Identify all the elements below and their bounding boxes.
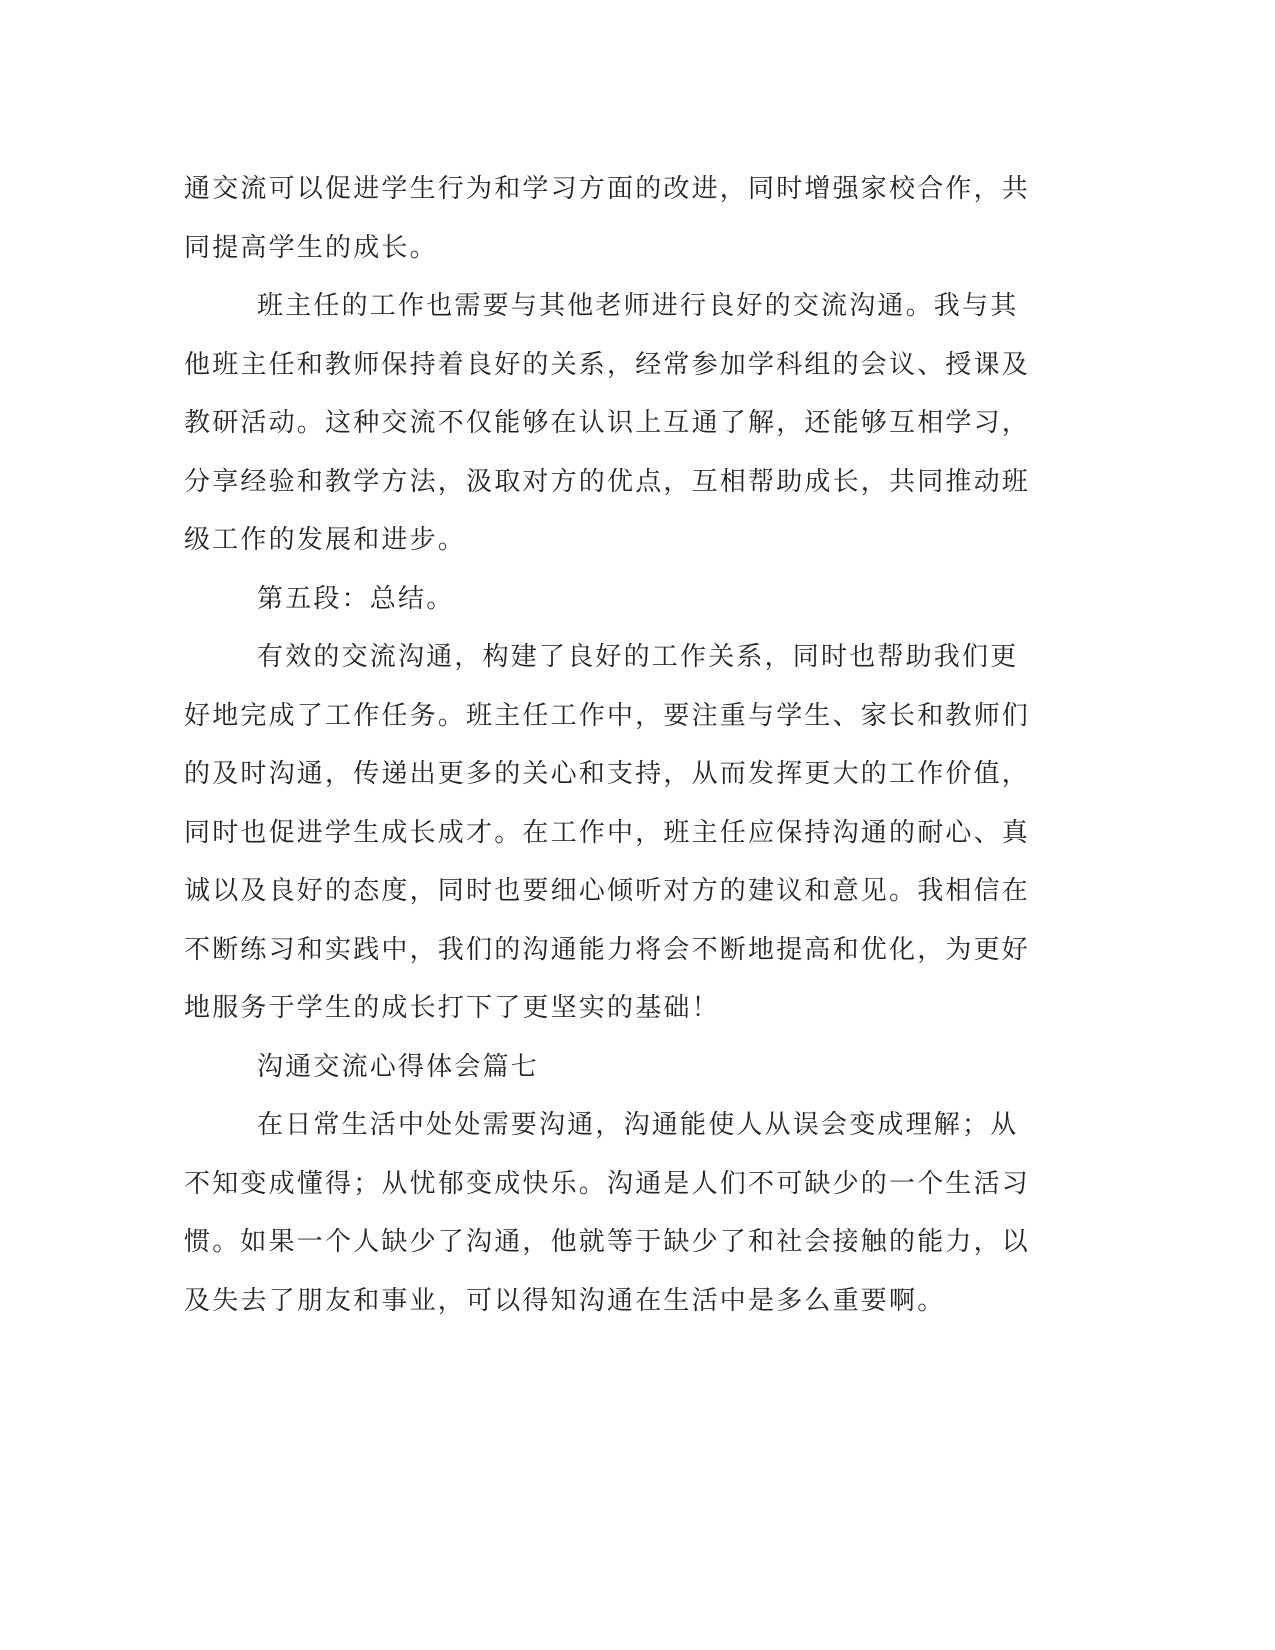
section-heading-part-seven: 沟通交流心得体会篇七 [257,1051,540,1082]
section-heading-summary: 第五段：总结。 [257,583,455,614]
paragraph-summary: 有效的交流沟通，构建了良好的工作关系，同时也帮助我们更好地完成了工作任务。班主任工作中，要注重与学生、家长和教师们的及时沟通，传递出更多的关心和支持，从而发挥更大的工作价值，同时也促进学生成长成才。在工作中，班主任应保持沟通的耐心、真诚以及良好的态度，同时也要细心倾听对方的建议和意见。我相信在不断练习和实践中，我们的沟通能力将会不断地提高和优化，为更好地服务于学生的成长打下了更坚实的基础！ [184,642,1031,1023]
paragraph-continuation: 通交流可以促进学生行为和学习方面的改进，同时增强家校合作，共同提高学生的成长。 [184,174,1031,263]
paragraph-daily-communication: 在日常生活中处处需要沟通，沟通能使人从误会变成理解；从不知变成懂得；从忧郁变成快乐。沟通是人们不可缺少的一个生活习惯。如果一个人缺少了沟通，他就等于缺少了和社会接触的能力，以及失去了朋友和事业，可以得知沟通在生活中是多么重要啊。 [184,1110,1031,1316]
document-body [184,160,1044,1330]
paragraph-teacher-communication: 班主任的工作也需要与其他老师进行良好的交流沟通。我与其他班主任和教师保持着良好的关系，经常参加学科组的会议、授课及教研活动。这种交流不仅能够在认识上互通了解，还能够互相学习，分享经验和教学方法，汲取对方的优点，互相帮助成长，共同推动班级工作的发展和进步。 [184,291,1031,555]
